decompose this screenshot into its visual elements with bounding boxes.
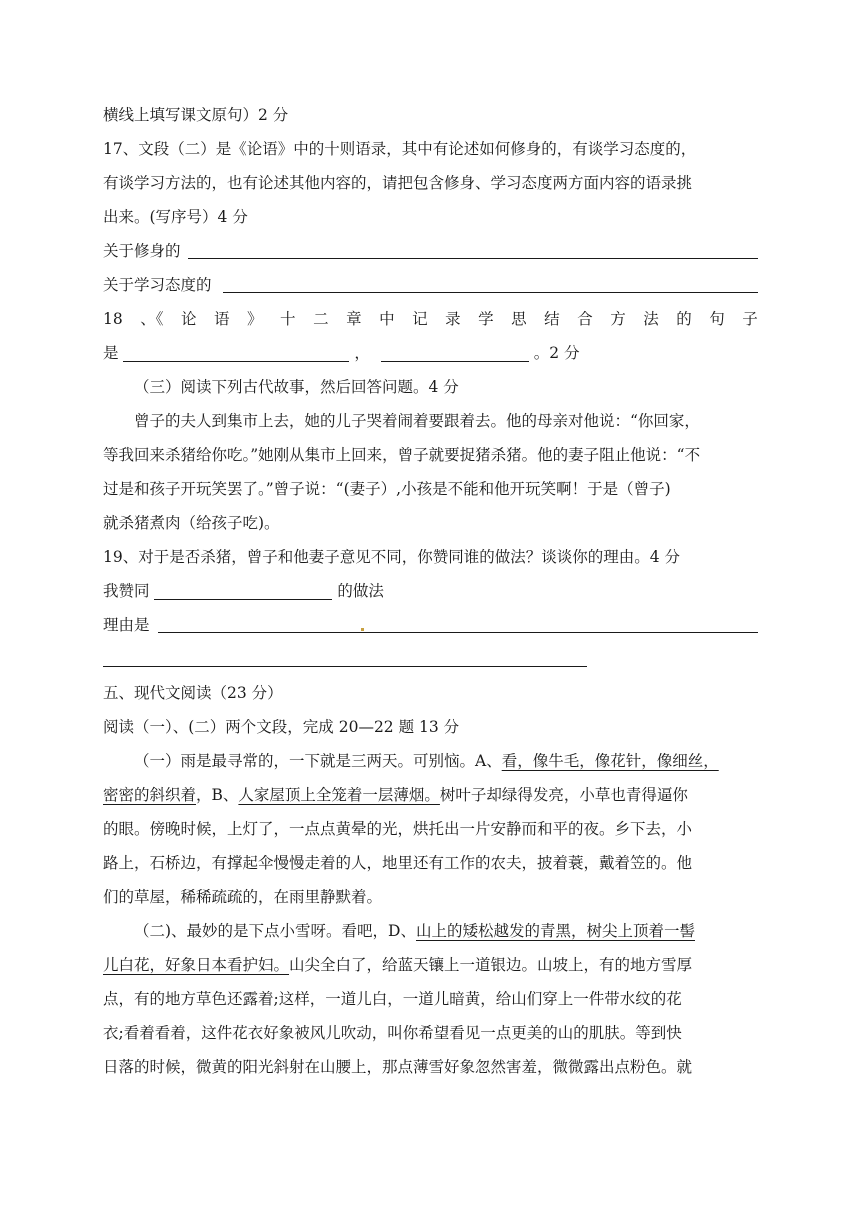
text-span: （二)、最妙的是下点小雪呀。看吧，D、: [134, 922, 416, 940]
question-18-line-1: [103, 302, 758, 336]
story-line-4: 就杀猪煮肉（给孩子吃)。: [103, 514, 280, 532]
document-page: [103, 98, 758, 1084]
spaced-char: 论: [181, 310, 197, 328]
points-label: 。2 分: [533, 344, 580, 362]
passage-2-line-3: 点，有的地方草色还露着;这样，一道儿白，一道儿暗黄，给山们穿上一件带水纹的花: [103, 990, 682, 1008]
spaced-char: 二: [313, 310, 329, 328]
passage-2-line-2: [103, 948, 758, 982]
section-3-title: （三）阅读下列古代故事，然后回答问题。4 分: [134, 378, 459, 396]
text-span: 树叶子却绿得发亮，小草也青得逼你: [439, 786, 688, 804]
story-line-3: 过是和孩子开玩笑罢了。”曾子说：“(妻子）,小孩是不能和他开玩笑啊！于是（曾子): [103, 480, 671, 498]
underlined-sentence-a: 密密的斜织着: [103, 786, 197, 804]
spaced-char: 中: [379, 310, 395, 328]
answer-label: 我赞同: [103, 582, 150, 600]
spaced-char: 记: [412, 310, 428, 328]
answer-blank[interactable]: [154, 577, 332, 600]
question-18-line-2: [103, 336, 758, 370]
section-5-intro: 阅读（一）、(二）两个文段，完成 20—22 题 13 分: [103, 718, 460, 736]
question-17-line-3: 出来。(写序号）4 分: [103, 208, 248, 226]
spaced-char: 思: [511, 310, 527, 328]
passage-1-line-4: 路上，石桥边，有撑起伞慢慢走着的人，地里还有工作的农夫，披着蓑，戴着笠的。他: [103, 854, 693, 872]
answer-blank[interactable]: [158, 631, 758, 633]
spaced-char: 十: [280, 310, 296, 328]
answer-blank[interactable]: [188, 257, 758, 259]
question-19: 19、对于是否杀猪，曾子和他妻子意见不同，你赞同谁的做法？谈谈你的理由。4 分: [103, 548, 681, 566]
answer-suffix: 的做法: [337, 582, 384, 600]
spaced-char: 的: [676, 310, 692, 328]
story-line-1: 曾子的夫人到集市上去，她的儿子哭着闹着要跟着去。他的母亲对他说：“你回家，: [134, 412, 700, 430]
spaced-char: 、《: [140, 310, 164, 328]
passage-2-line-5: 日落的时候，微黄的阳光斜射在山腰上，那点薄雪好象忽然害羞，微微露出点粉色。就: [103, 1058, 693, 1076]
underlined-sentence-b: 人家屋顶上全笼着一层薄烟。: [238, 786, 440, 804]
separator: ，: [354, 344, 370, 362]
answer-blank[interactable]: [123, 339, 349, 362]
text-line: 横线上填写课文原句）2 分: [103, 106, 289, 124]
answer-blank[interactable]: [223, 291, 758, 293]
spaced-char: 法: [643, 310, 659, 328]
spaced-char: 章: [346, 310, 362, 328]
spaced-char: 方: [610, 310, 626, 328]
answer-label: 关于修身的: [103, 242, 181, 260]
question-17-line-2: 有谈学习方法的，也有论述其他内容的，请把包含修身、学习态度两方面内容的语录挑: [103, 174, 693, 192]
passage-1-line-1: [103, 744, 758, 778]
spaced-char: 录: [445, 310, 461, 328]
passage-1-line-5: 们的草屋，稀稀疏疏的，在雨里静默着。: [103, 888, 383, 906]
story-line-2: 等我回来杀猪给你吃。”她刚从集市上回来，曾子就要捉猪杀猪。他的妻子阻止他说：“不: [103, 446, 701, 464]
answer-label: 理由是: [103, 616, 150, 634]
question-17-line-1: 17、文段（二）是《论语》中的十则语录，其中有论述如何修身的，有谈学习态度的，: [103, 140, 697, 158]
underlined-sentence-d: 儿白花，好象日本看护妇。: [103, 956, 290, 974]
answer-line-agree: [103, 574, 758, 608]
spaced-char: 18: [103, 310, 123, 328]
passage-1-line-2: [103, 778, 758, 812]
spaced-char: 》: [247, 310, 263, 328]
mark-dot: [361, 628, 364, 631]
text-span: ，B、: [196, 786, 239, 804]
underlined-sentence-d: 山上的矮松越发的青黑，树尖上顶着一髻: [415, 922, 695, 940]
answer-label: 是: [103, 344, 119, 362]
spaced-char: 句: [709, 310, 725, 328]
answer-line-study-attitude: [103, 268, 758, 302]
underlined-sentence-a: 看，像牛毛，像花针，像细丝，: [501, 752, 719, 770]
spaced-char: 学: [478, 310, 494, 328]
spaced-char: 结: [544, 310, 560, 328]
answer-line-self-cultivation: [103, 234, 758, 268]
passage-2-line-1: [103, 914, 758, 948]
spaced-char: 语: [214, 310, 230, 328]
answer-line-reason-2: [103, 642, 758, 676]
answer-blank[interactable]: [103, 665, 587, 667]
passage-2-line-4: 衣;看着看着，这件花衣好象被风儿吹动，叫你希望看见一点更美的山的肌肤。等到快: [103, 1024, 682, 1042]
answer-label: 关于学习态度的: [103, 276, 212, 294]
answer-line-reason: [103, 608, 758, 642]
text-span: （一）雨是最寻常的，一下就是三两天。可别恼。A、: [134, 752, 502, 770]
passage-1-line-3: 的眼。傍晚时候，上灯了，一点点黄晕的光，烘托出一片安静而和平的夜。乡下去，小: [103, 820, 693, 838]
text-span: 山尖全白了，给蓝天镶上一道银边。山坡上，有的地方雪厚: [289, 956, 693, 974]
answer-blank[interactable]: [381, 339, 529, 362]
spaced-char: 合: [577, 310, 593, 328]
section-5-title: 五、现代文阅读（23 分）: [103, 684, 283, 702]
spaced-char: 子: [742, 310, 758, 328]
